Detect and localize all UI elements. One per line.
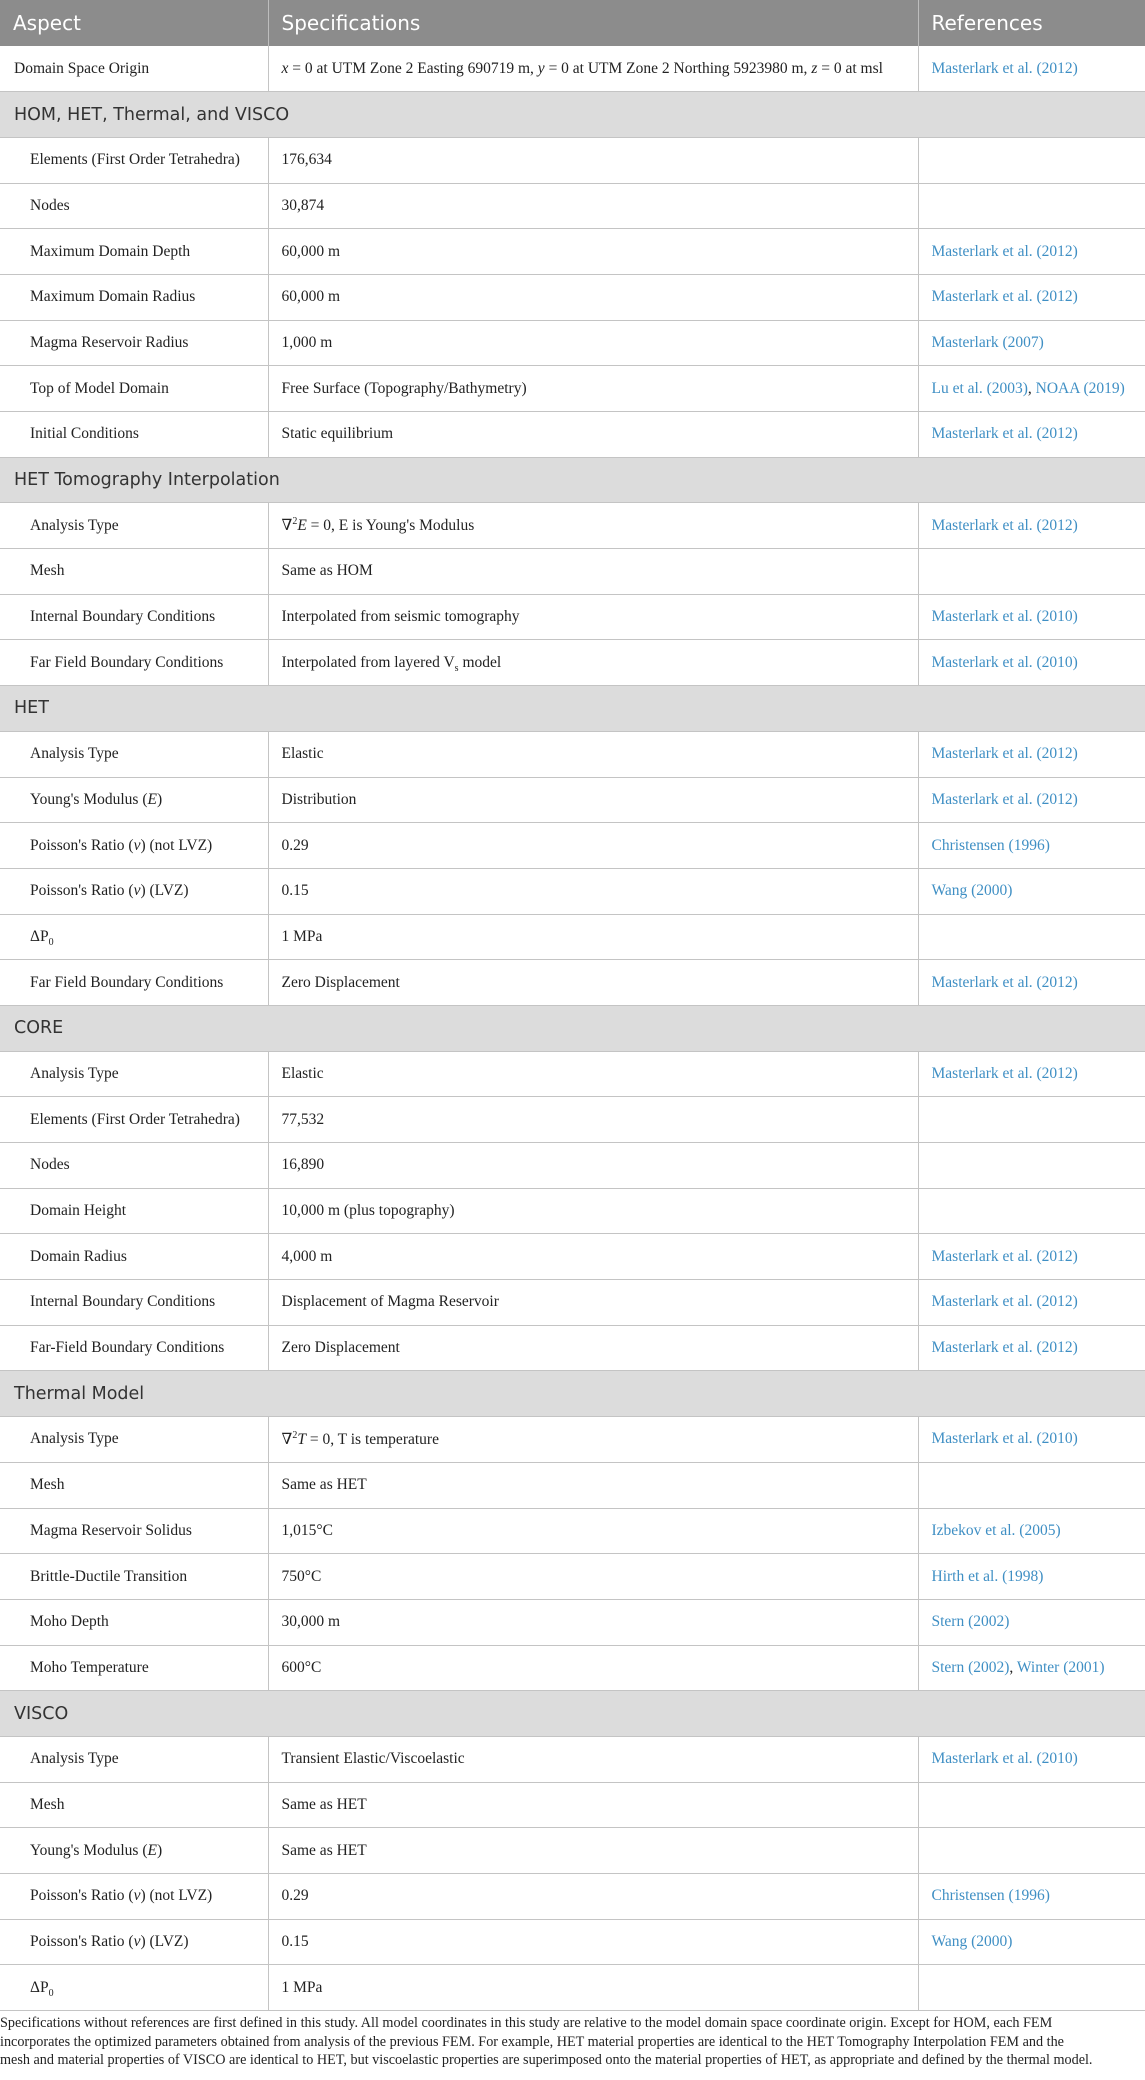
table-row [0,137,1145,183]
aspect-cell: Mesh [0,1462,268,1508]
reference-cell [918,777,1145,823]
table-body [0,46,1145,2011]
reference-link[interactable]: Christensen (1996) [931,1887,1050,1905]
aspect-cell: Elements (First Order Tetrahedra) [0,137,268,183]
aspect-cell: Initial Conditions [0,412,268,458]
section-header-row [0,1371,1145,1417]
reference-cell [918,1188,1145,1234]
reference-cell [918,1874,1145,1920]
table-row [0,868,1145,914]
reference-cell [918,1599,1145,1645]
reference-cell [918,1736,1145,1782]
reference-link[interactable]: Christensen (1996) [931,836,1050,854]
reference-cell [918,1508,1145,1554]
reference-link[interactable]: Masterlark et al. (2010) [931,1750,1078,1768]
table-row [0,1782,1145,1828]
specification-cell: 1,000 m [268,320,918,366]
aspect-cell: Maximum Domain Depth [0,229,268,275]
aspect-cell: Nodes [0,1143,268,1189]
specification-cell: Elastic [268,731,918,777]
reference-link[interactable]: Masterlark et al. (2010) [931,608,1078,626]
aspect-cell: Analysis Type [0,1736,268,1782]
table-row [0,1462,1145,1508]
specification-cell: 10,000 m (plus topography) [268,1188,918,1234]
specification-cell: Transient Elastic/Viscoelastic [268,1736,918,1782]
reference-link[interactable]: Hirth et al. (1998) [931,1567,1044,1585]
table-row [0,1645,1145,1691]
specification-cell: ∇$^2$T = 0, T is temperature [268,1417,918,1463]
reference-link[interactable]: Masterlark et al. (2012) [931,790,1078,808]
reference-link[interactable]: , NOAA (2019) [1028,380,1125,397]
table-row [0,1874,1145,1920]
specification-cell: 0.15 [268,1919,918,1965]
aspect-cell: Internal Boundary Conditions [0,594,268,640]
reference-cell [918,274,1145,320]
table-row [0,412,1145,458]
header-specifications: Specifications [268,0,918,46]
specification-cell: Same as HOM [268,549,918,595]
specification-cell: Interpolated from layered $V_s$ model [268,640,918,686]
reference-cell [918,1051,1145,1097]
aspect-cell: Nodes [0,183,268,229]
footnote-line: mesh and material properties of VISCO are identical to HET, but viscoelastic properties are superimposed onto the material properties of HET, as appropriate and defined by the thermal model. [0,2052,1093,2069]
reference-cell [918,1965,1145,2011]
aspect-cell: Elements (First Order Tetrahedra) [0,1097,268,1143]
reference-link[interactable]: Lu et al. (2003) [931,379,1028,397]
specification-cell: 1 MPa [268,914,918,960]
specification-cell: 0.15 [268,868,918,914]
reference-link[interactable]: Wang (2000) [931,882,1013,900]
table-row [0,1280,1145,1326]
table-row [0,274,1145,320]
section-title: VISCO [0,1691,1145,1737]
specification-cell: 30,874 [268,183,918,229]
aspect-cell: Young's Modulus (E) [0,777,268,823]
reference-link[interactable]: Masterlark et al. (2010) [931,653,1078,671]
reference-link[interactable]: Masterlark et al. (2012) [931,1339,1078,1357]
table-row [0,1508,1145,1554]
aspect-cell: Mesh [0,549,268,595]
reference-cell [918,1645,1145,1691]
reference-cell [918,549,1145,595]
table-row [0,320,1145,366]
specification-cell: 60,000 m [268,274,918,320]
table-row [0,1599,1145,1645]
reference-cell [918,1782,1145,1828]
specification-cell: Interpolated from seismic tomography [268,594,918,640]
reference-cell [918,1280,1145,1326]
reference-link[interactable]: Masterlark et al. (2012) [931,1064,1078,1082]
reference-link[interactable]: Masterlark et al. (2012) [931,1247,1078,1265]
specification-cell: 0.29 [268,1874,918,1920]
reference-cell [918,320,1145,366]
specification-cell: 176,634 [268,137,918,183]
reference-link[interactable]: Masterlark et al. (2012) [931,516,1078,534]
specification-cell: Same as HET [268,1782,918,1828]
section-title: CORE [0,1005,1145,1051]
reference-cell [918,823,1145,869]
header-aspect: Aspect [0,0,268,46]
table-row [0,640,1145,686]
reference-link[interactable]: Stern (2002) [931,1658,1010,1676]
reference-link[interactable]: Masterlark (2007) [931,333,1044,351]
reference-link[interactable]: Masterlark et al. (2012) [931,425,1078,443]
reference-cell [918,960,1145,1006]
aspect-cell: Magma Reservoir Solidus [0,1508,268,1554]
aspect-cell: Domain Radius [0,1234,268,1280]
aspect-cell: Mesh [0,1782,268,1828]
table-row [0,960,1145,1006]
footnote-line: incorporates the optimized parameters obtained from analysis of the previous FEM. For example, HET material properties are identical to the HET Tomography Interpolation FEM and the [0,2033,1064,2050]
specification-cell: Same as HET [268,1462,918,1508]
reference-cell [918,1417,1145,1463]
aspect-cell: Analysis Type [0,731,268,777]
aspect-cell: Poisson's Ratio (ν) (LVZ) [0,868,268,914]
aspect-cell: $\Delta P_0$ [0,914,268,960]
reference-cell [918,594,1145,640]
aspect-cell: Brittle-Ductile Transition [0,1554,268,1600]
origin-ref-cell [918,46,1145,92]
reference-link[interactable]: , Winter (2001) [1009,1659,1104,1676]
reference-cell [918,731,1145,777]
reference-cell [918,366,1145,412]
specification-cell: 60,000 m [268,229,918,275]
specification-cell: Free Surface (Topography/Bathymetry) [268,366,918,412]
header-row [0,0,1145,46]
specification-cell: 0.29 [268,823,918,869]
table-row [0,366,1145,412]
table-row [0,777,1145,823]
aspect-cell: Maximum Domain Radius [0,274,268,320]
table-row [0,1234,1145,1280]
specification-cell: Displacement of Magma Reservoir [268,1280,918,1326]
table-row [0,1919,1145,1965]
table-header [0,0,1145,46]
section-header-row [0,1005,1145,1051]
reference-link[interactable]: Wang (2000) [931,1933,1013,1951]
specification-cell: 77,532 [268,1097,918,1143]
aspect-cell: Poisson's Ratio (ν) (not LVZ) [0,823,268,869]
aspect-cell: Poisson's Ratio (ν) (LVZ) [0,1919,268,1965]
reference-cell [918,640,1145,686]
header-references: References [918,0,1145,46]
reference-link[interactable]: Masterlark et al. (2012) [931,242,1078,260]
aspect-cell: Analysis Type [0,1051,268,1097]
table-row [0,503,1145,549]
aspect-cell: $\Delta P_0$ [0,1965,268,2011]
specification-cell: ∇$^2$E = 0, E is Young's Modulus [268,503,918,549]
table-row [0,1965,1145,2011]
aspect-cell: Far Field Boundary Conditions [0,640,268,686]
table-row [0,1097,1145,1143]
section-title: HET Tomography Interpolation [0,457,1145,503]
specification-cell: 30,000 m [268,1599,918,1645]
reference-link[interactable]: Masterlark et al. (2012) [931,1293,1078,1311]
table-row [0,731,1145,777]
reference-cell [918,868,1145,914]
specification-cell: 600°C [268,1645,918,1691]
section-header-row [0,457,1145,503]
origin-aspect-cell: Domain Space Origin [0,46,268,92]
footnote-line: Specifications without references are first defined in this study. All model coordinates in this study are relative to the model domain space coordinate origin. Except for HOM, each FEM [0,2015,1053,2032]
reference-cell [918,503,1145,549]
reference-link[interactable]: Masterlark et al. (2010) [931,1430,1078,1448]
reference-cell [918,1554,1145,1600]
table-row [0,914,1145,960]
table-row [0,1143,1145,1189]
table-row [0,594,1145,640]
reference-link[interactable]: Stern (2002) [931,1613,1010,1631]
aspect-cell: Top of Model Domain [0,366,268,412]
reference-cell [918,1097,1145,1143]
section-title: HOM, HET, Thermal, and VISCO [0,92,1145,138]
reference-cell [918,914,1145,960]
reference-cell [918,1919,1145,1965]
reference-cell [918,1325,1145,1371]
specification-cell: 16,890 [268,1143,918,1189]
specification-cell: Zero Displacement [268,1325,918,1371]
table-row [0,1828,1145,1874]
section-header-row [0,686,1145,732]
origin-row [0,46,1145,92]
aspect-cell: Young's Modulus (E) [0,1828,268,1874]
specification-cell: 4,000 m [268,1234,918,1280]
specification-cell: Elastic [268,1051,918,1097]
specification-cell: 750°C [268,1554,918,1600]
section-header-row [0,1691,1145,1737]
specification-cell: 1,015°C [268,1508,918,1554]
reference-cell [918,1462,1145,1508]
specification-cell: Same as HET [268,1828,918,1874]
table-row [0,229,1145,275]
reference-link[interactable]: Masterlark et al. (2012) [931,973,1078,991]
specification-cell: Distribution [268,777,918,823]
reference-cell [918,1828,1145,1874]
aspect-cell: Internal Boundary Conditions [0,1280,268,1326]
reference-cell [918,183,1145,229]
table-footnote [0,2014,1145,2070]
reference-cell [918,1234,1145,1280]
aspect-cell: Moho Depth [0,1599,268,1645]
table-row [0,1188,1145,1234]
section-title: HET [0,686,1145,732]
table-row [0,823,1145,869]
section-title: Thermal Model [0,1371,1145,1417]
reference-link[interactable]: Masterlark et al. (2012) [931,59,1078,77]
reference-link[interactable]: Masterlark et al. (2012) [931,288,1078,306]
aspect-cell: Far Field Boundary Conditions [0,960,268,1006]
reference-cell [918,229,1145,275]
table-row [0,1325,1145,1371]
section-header-row [0,92,1145,138]
table-row [0,1554,1145,1600]
aspect-cell: Domain Height [0,1188,268,1234]
aspect-cell: Moho Temperature [0,1645,268,1691]
aspect-cell: Magma Reservoir Radius [0,320,268,366]
specification-cell: Zero Displacement [268,960,918,1006]
table-row [0,183,1145,229]
reference-cell [918,412,1145,458]
table-row [0,1417,1145,1463]
table-row [0,1051,1145,1097]
specification-cell: 1 MPa [268,1965,918,2011]
table-row [0,1736,1145,1782]
reference-cell [918,1143,1145,1189]
aspect-cell: Analysis Type [0,1417,268,1463]
aspect-cell: Poisson's Ratio (ν) (not LVZ) [0,1874,268,1920]
reference-link[interactable]: Masterlark et al. (2012) [931,745,1078,763]
aspect-cell: Far-Field Boundary Conditions [0,1325,268,1371]
reference-link[interactable]: Izbekov et al. (2005) [931,1521,1061,1539]
origin-spec-cell: x = 0 at UTM Zone 2 Easting 690719 m, y = 0 at UTM Zone 2 Northing 5923980 m, z = 0 at msl [268,46,918,92]
reference-cell [918,137,1145,183]
specification-cell: Static equilibrium [268,412,918,458]
table-row [0,549,1145,595]
aspect-cell: Analysis Type [0,503,268,549]
